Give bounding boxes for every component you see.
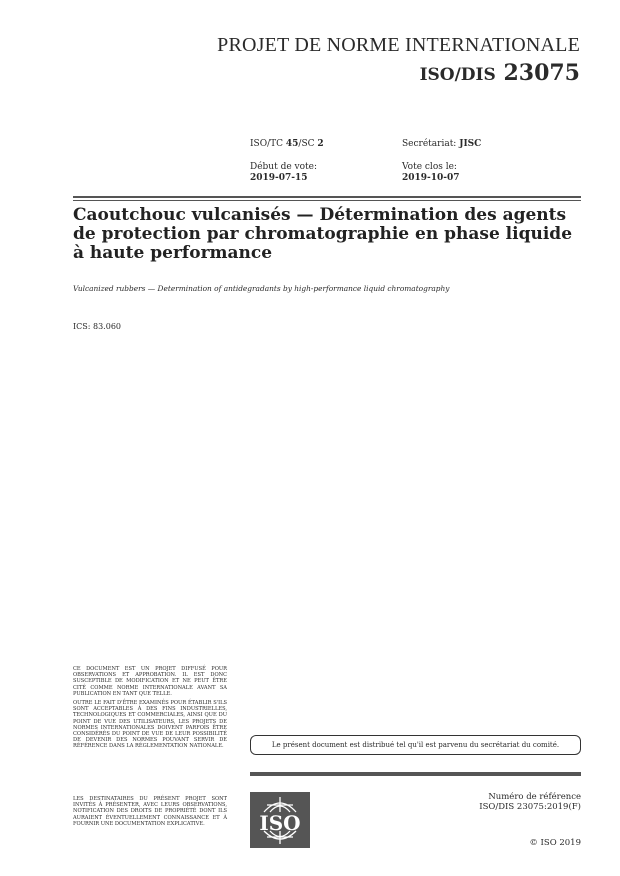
divider (250, 772, 581, 776)
vote-end-date: 2019-10-07 (402, 173, 460, 183)
tc-number: 45 (285, 139, 299, 149)
iso-logo-icon (250, 792, 310, 848)
secretariat (402, 139, 481, 150)
vote-start-label: Début de vote: (250, 162, 318, 172)
svg-text:ISO: ISO (259, 811, 301, 835)
vote-end (402, 162, 460, 184)
sc-number: 2 (317, 139, 324, 149)
document-title: Caoutchouc vulcanisés — Détermination des agents de protection par chromatographie en phase liquide à haute performance (73, 205, 573, 263)
divider (73, 196, 581, 201)
vote-start (250, 162, 317, 184)
iso-logo (250, 792, 310, 848)
vote-end-label: Vote clos le: (402, 162, 457, 172)
secretariat-label: Secrétariat: (402, 139, 460, 149)
vote-start-date: 2019-07-15 (250, 173, 308, 183)
committee (250, 139, 324, 150)
distribution-note: Le présent document est distribué tel qu'il est parvenu du secrétariat du comité. (250, 735, 581, 755)
doc-number: 23075 (503, 60, 580, 86)
document-type: PROJET DE NORME INTERNATIONALE (217, 34, 580, 56)
document-number (420, 60, 580, 86)
notice-3: LES DESTINATAIRES DU PRÉSENT PROJET SONT INVITÉS À PRÉSENTER, AVEC LEURS OBSERVATIONS, NOTIFICATION DES DROITS DE PROPRIÉTÉ DONT ILS AURAIENT ÉVENTUELLEMENT CONNAISSANCE ET À FOURNIR UNE DOCUMENTATION EXPLICATIVE. (73, 796, 227, 827)
notice-2: OUTRE LE FAIT D'ÊTRE EXAMINÉS POUR ÉTABLIR S'ILS SONT ACCEPTABLES À DES FINS INDUSTRIELLES, TECHNOLOGIQUES ET COMMERCIALES, AINSI QUE DU POINT DE VUE DES UTILISATEURS, LES PROJETS DE NORMES INTERNATIONALES DOIVENT PARFOIS ÊTRE CONSIDÉRÉS DU POINT DE VUE DE LEUR POSSIBILITÉ DE DEVENIR DES NORMES POUVANT SERVIR DE RÉFÉRENCE DANS LA RÉGLEMENTATION NATIONALE. (73, 700, 227, 750)
committee-prefix: ISO/TC (250, 139, 286, 149)
reference-number: ISO/DIS 23075:2019(F) (479, 802, 581, 812)
ics-code: ICS: 83.060 (73, 322, 121, 331)
sc-prefix: /SC (298, 139, 318, 149)
english-title: Vulcanized rubbers — Determination of antidegradants by high-performance liquid chromatography (73, 284, 450, 293)
notice-1: CE DOCUMENT EST UN PROJET DIFFUSÉ POUR OBSERVATIONS ET APPROBATION. IL EST DONC SUSCEPTIBLE DE MODIFICATION ET NE PEUT ÊTRE CITÉ COMME NORME INTERNATIONALE AVANT SA PUBLICATION EN TANT QUE TELLE. (73, 666, 227, 697)
doc-prefix: ISO/DIS (419, 65, 496, 85)
copyright: © ISO 2019 (529, 838, 581, 848)
secretariat-value: JISC (459, 139, 482, 149)
reference-label: Numéro de référence (488, 792, 581, 802)
